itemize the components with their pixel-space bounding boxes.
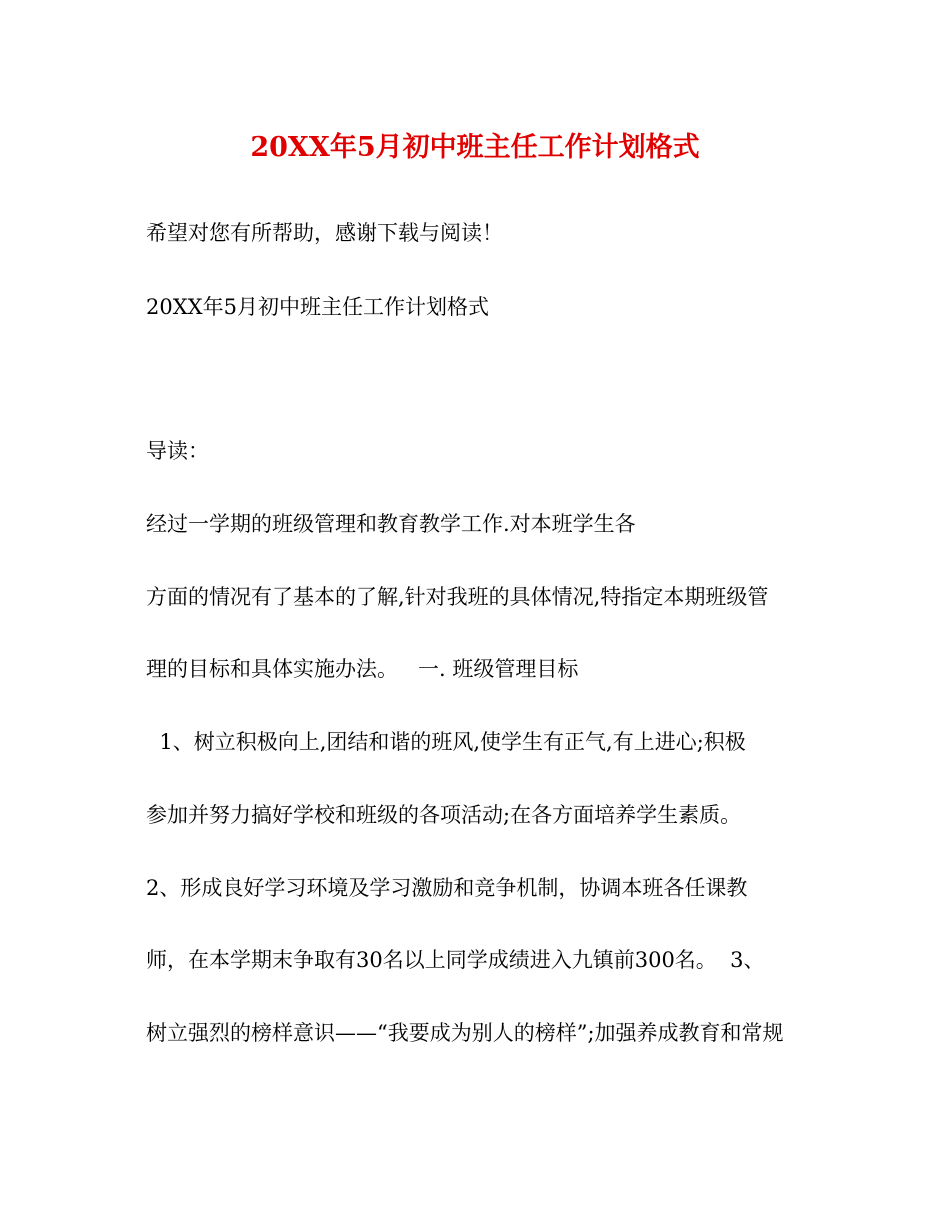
paragraph-line: 树立强烈的榜样意识——“我要成为别人的榜样”;加强养成教育和常规 <box>146 1021 784 1045</box>
subtitle-line: 20XX年5月初中班主任工作计划格式 <box>146 295 489 319</box>
paragraph-line: 师，在本学期末争取有30名以上同学成绩进入九镇前300名。 3、 <box>146 948 765 972</box>
paragraph-line: 方面的情况有了基本的了解,针对我班的具体情况,特指定本期班级管 <box>146 585 769 609</box>
paragraph-line: 理的目标和具体实施办法。 一. 班级管理目标 <box>146 657 579 681</box>
greeting-line: 希望对您有所帮助，感谢下载与阅读！ <box>146 221 503 245</box>
paragraph-line: 1、树立积极向上,团结和谐的班风,使学生有正气,有上进心;积极 <box>146 730 746 754</box>
paragraph-line: 经过一学期的班级管理和教育教学工作.对本班学生各 <box>146 512 636 536</box>
paragraph-line: 参加并努力搞好学校和班级的各项活动;在各方面培养学生素质。 <box>146 803 742 827</box>
intro-label: 导读： <box>146 439 209 463</box>
paragraph-line: 2、形成良好学习环境及学习激励和竞争机制，协调本班各任课教 <box>146 876 748 900</box>
document-title: 20XX年5月初中班主任工作计划格式 <box>250 132 700 163</box>
